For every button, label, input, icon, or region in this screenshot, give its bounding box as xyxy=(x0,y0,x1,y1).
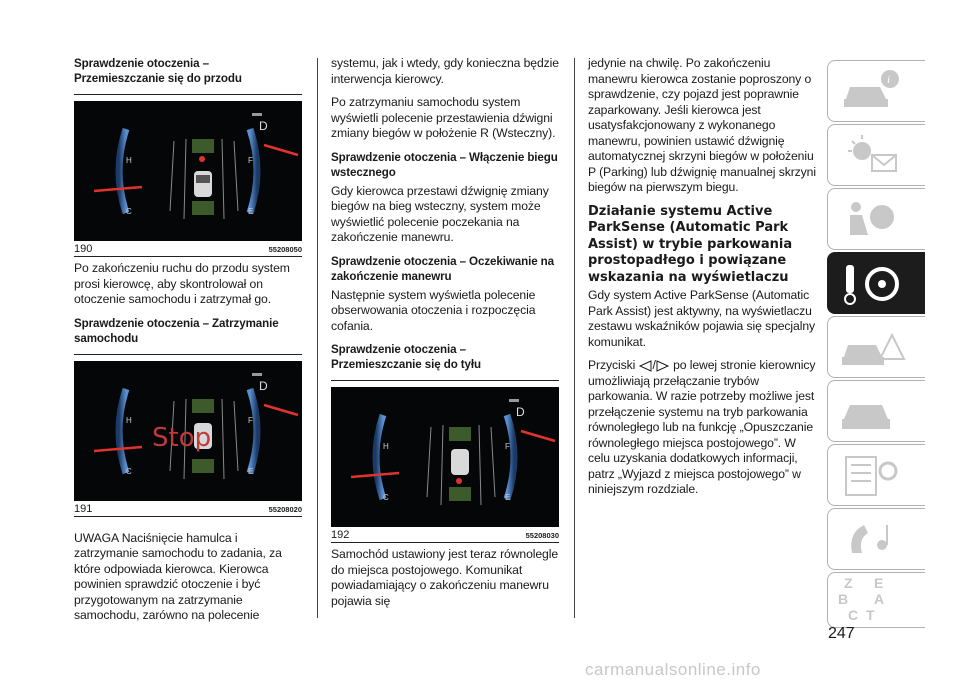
figure-191 xyxy=(74,354,302,517)
tab-multimedia[interactable] xyxy=(827,508,925,570)
column-divider-1 xyxy=(317,58,318,618)
column-3 xyxy=(588,56,816,506)
figure-caption xyxy=(74,243,302,257)
column-divider-2 xyxy=(574,58,575,618)
tab-car-info[interactable] xyxy=(827,60,925,122)
specs-icon xyxy=(828,445,926,507)
paragraph: Gdy system Active ParkSense (Automatic Park Assist) jest aktywny, na wyświetlaczu zestawu wskaźników pojawia się specjalny komunikat. xyxy=(588,288,815,349)
index-letter: Z xyxy=(844,575,853,591)
index-letter: B xyxy=(838,591,849,607)
svg-text:i: i xyxy=(887,74,891,86)
tab-airbag-safety[interactable] xyxy=(827,188,925,250)
gauge-label-h: H xyxy=(126,156,132,165)
paragraph: jedynie na chwilę. Po zakończeniu manewru kierowca zostanie poproszony o sprawdzenie, czy pojazd jest poprawnie zaparkowany. Jeśli kierowca jest usatysfakcjonowany z wykonanego manewru, powinien ustawić dźwignię automatycznej skrzyni biegów w położeniu P (Parking) lub dźwignię manualnej skrzyni biegów na pierwszym biegu. xyxy=(588,56,816,194)
figure-code: 55208030 xyxy=(525,531,559,540)
tab-key-steering[interactable] xyxy=(827,252,925,314)
figure-number: 191 xyxy=(74,502,93,515)
gauge-label-e: E xyxy=(248,207,254,216)
cluster-image-192 xyxy=(331,387,559,527)
gauge-label-c: C xyxy=(383,493,389,502)
key-steering-icon xyxy=(828,253,926,315)
section-heading: Sprawdzenie otoczenia – Włączenie biegu wstecznego xyxy=(331,150,558,179)
car-service-icon xyxy=(828,381,926,443)
paragraph: Gdy kierowca przestawi dźwignię zmiany biegów na bieg wsteczny, system może wyświetlić polecenie poczekania na zakończenie manewru. xyxy=(331,183,549,244)
index-letter: T xyxy=(866,607,875,623)
figure-number: 190 xyxy=(74,243,93,255)
gauge-label-f: F xyxy=(248,415,253,425)
paragraph: Samochód ustawiony jest teraz równolegle do miejsca postojowego. Komunikat powiadamiający o zakończeniu manewru pojawia się xyxy=(331,547,559,608)
gauge-label-e: E xyxy=(248,466,254,476)
gauge-label-h: H xyxy=(126,415,132,425)
text: po lewej stronie kierownicy umożliwiają przełączanie trybów parkowania. W razie potrzeby możliwe jest przełączenie systemu na tryb parkowania równoległego lub na funkcję „Opuszczanie równoległego miejsca postojowego”. W celu uzyskania dodatkowych informacji, patrz „Wyjazd z miejsca postojowego” w niniejszym rozdziale. xyxy=(588,358,816,496)
paragraph: Po zakończeniu ruchu do przodu system prosi kierowcę, aby skontrolował on otoczenie samochodu i zatrzymał go. xyxy=(74,261,290,306)
column-1 xyxy=(74,56,302,632)
gauge-label-f: F xyxy=(505,442,510,451)
triangle-left-button-icon xyxy=(638,360,652,372)
tab-car-service[interactable] xyxy=(827,380,925,442)
triangle-right-button-icon xyxy=(656,360,670,372)
watermark: carmanualsonline.info xyxy=(585,660,761,679)
car-info-icon xyxy=(828,61,926,123)
text: Przyciski xyxy=(588,358,636,372)
index-letter: A xyxy=(874,591,885,607)
figure-number: 192 xyxy=(331,529,350,541)
section-heading: Sprawdzenie otoczenia – Oczekiwanie na zakończenie manewru xyxy=(331,254,554,283)
section-heading: Sprawdzenie otoczenia – Zatrzymanie samochodu xyxy=(74,316,279,345)
breakdown-icon xyxy=(828,317,926,379)
gauge-label-c: C xyxy=(126,207,132,216)
stop-overlay: Stop xyxy=(152,422,212,453)
tab-warning-lights[interactable] xyxy=(827,124,925,186)
separator: / xyxy=(652,358,656,372)
gear-indicator: D xyxy=(516,405,525,419)
tab-specs[interactable] xyxy=(827,444,925,506)
multimedia-icon xyxy=(828,509,926,571)
tab-breakdown[interactable] xyxy=(827,316,925,378)
paragraph: UWAGA Naciśnięcie hamulca i zatrzymanie samochodu to zadania, za które odpowiada kierowca. Kierowca powinien sprawdzić otoczenie i być przygotowanym na zatrzymanie samochodu, zarówno na polecenie xyxy=(74,530,282,622)
paragraph: systemu, jak i wtedy, gdy konieczna będzie interwencja kierowcy. xyxy=(331,56,559,86)
gear-indicator: D xyxy=(259,378,268,393)
section-heading: Sprawdzenie otoczenia – Przemieszczanie się do przodu xyxy=(74,57,242,85)
figure-190 xyxy=(74,94,302,257)
tab-index[interactable] xyxy=(827,572,925,628)
figure-caption xyxy=(74,503,302,517)
index-letter: E xyxy=(874,575,884,591)
section-heading-major: Działanie systemu Active ParkSense (Automatic Park Assist) w trybie parkowania prostopadłego i powiązane wskazania na wyświetlaczu xyxy=(588,203,793,285)
airbag-safety-icon xyxy=(828,189,926,251)
paragraph xyxy=(588,358,816,498)
gear-indicator: D xyxy=(259,119,268,133)
gauge-label-e: E xyxy=(505,493,511,502)
figure-caption xyxy=(331,529,559,543)
index-letter: C xyxy=(848,607,859,623)
figure-code: 55208020 xyxy=(268,504,302,514)
gauge-label-h: H xyxy=(383,442,389,451)
warning-lights-icon xyxy=(828,125,926,187)
gauge-label-f: F xyxy=(248,156,253,165)
paragraph: Po zatrzymaniu samochodu system wyświetli polecenie przestawienia dźwigni zmiany biegów w położenie R (Wsteczny). xyxy=(331,95,556,140)
paragraph: Następnie system wyświetla polecenie obserwowania otoczenia i rozpoczęcia cofania. xyxy=(331,287,536,333)
page-number: 247 xyxy=(828,625,855,642)
section-heading: Sprawdzenie otoczenia – Przemieszczanie się do tyłu xyxy=(331,343,482,371)
column-2 xyxy=(331,56,559,617)
cluster-image-190 xyxy=(74,101,302,241)
figure-code: 55208050 xyxy=(268,245,302,254)
gauge-label-c: C xyxy=(126,466,132,476)
figure-192 xyxy=(331,380,559,543)
cluster-image-191 xyxy=(74,361,302,501)
